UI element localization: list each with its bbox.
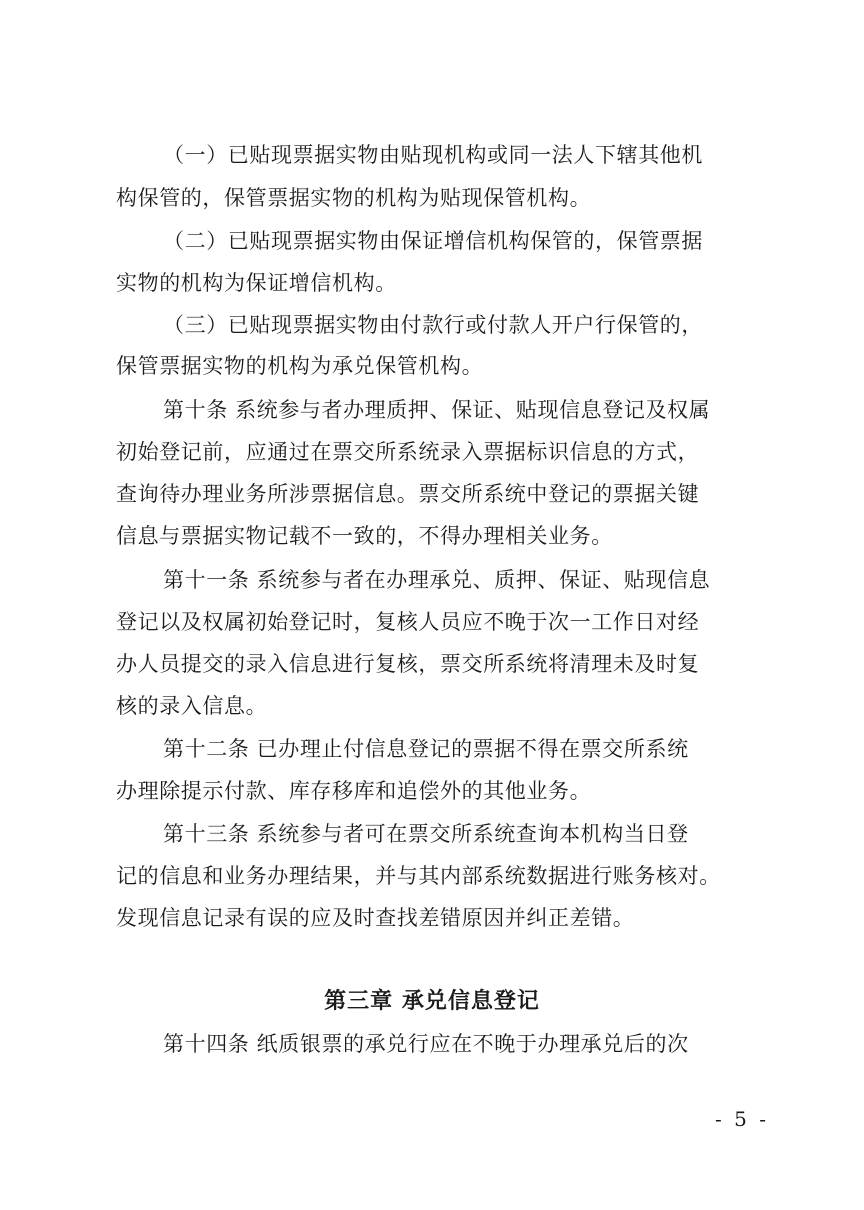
article-12-line: 第十二条 已办理止付信息登记的票据不得在票交所系统 (163, 737, 689, 761)
paragraph-line: 构保管的，保管票据实物的机构为贴现保管机构。 (116, 186, 592, 210)
article-11-line: 核的录入信息。 (116, 694, 268, 718)
article-10-line: 第十条 系统参与者办理质押、保证、贴现信息登记及权属 (163, 398, 711, 422)
article-10-line: 初始登记前，应通过在票交所系统录入票据标识信息的方式， (116, 440, 700, 464)
paragraph-line: （二）已贴现票据实物由保证增信机构保管的，保管票据 (163, 229, 703, 253)
article-13-line: 发现信息记录有误的应及时查找差错原因并纠正差错。 (116, 906, 635, 930)
chapter-heading: 第三章 承兑信息登记 (324, 989, 540, 1014)
article-13-line: 第十三条 系统参与者可在票交所系统查询本机构当日登 (163, 822, 689, 846)
article-10-line: 信息与票据实物记载不一致的，不得办理相关业务。 (116, 524, 613, 548)
article-11-line: 第十一条 系统参与者在办理承兑、质押、保证、贴现信息 (163, 568, 711, 592)
paragraph-line: （三）已贴现票据实物由付款行或付款人开户行保管的， (163, 313, 703, 337)
article-11-line: 办人员提交的录入信息进行复核，票交所系统将清理未及时复 (116, 652, 700, 676)
paragraph-line: 实物的机构为保证增信机构。 (116, 271, 397, 295)
paragraph-line: （一）已贴现票据实物由贴现机构或同一法人下辖其他机 (163, 143, 703, 167)
article-14-line: 第十四条 纸质银票的承兑行应在不晚于办理承兑后的次 (163, 1032, 689, 1056)
paragraph-line: 保管票据实物的机构为承兑保管机构。 (116, 354, 484, 378)
article-10-line: 查询待办理业务所涉票据信息。票交所系统中登记的票据关键 (116, 482, 700, 506)
article-13-line: 记的信息和业务办理结果，并与其内部系统数据进行账务核对。 (116, 864, 721, 888)
article-11-line: 登记以及权属初始登记时，复核人员应不晚于次一工作日对经 (116, 610, 700, 634)
article-12-line: 办理除提示付款、库存移库和追偿外的其他业务。 (116, 779, 592, 803)
page-number: - 5 - (715, 1107, 769, 1131)
